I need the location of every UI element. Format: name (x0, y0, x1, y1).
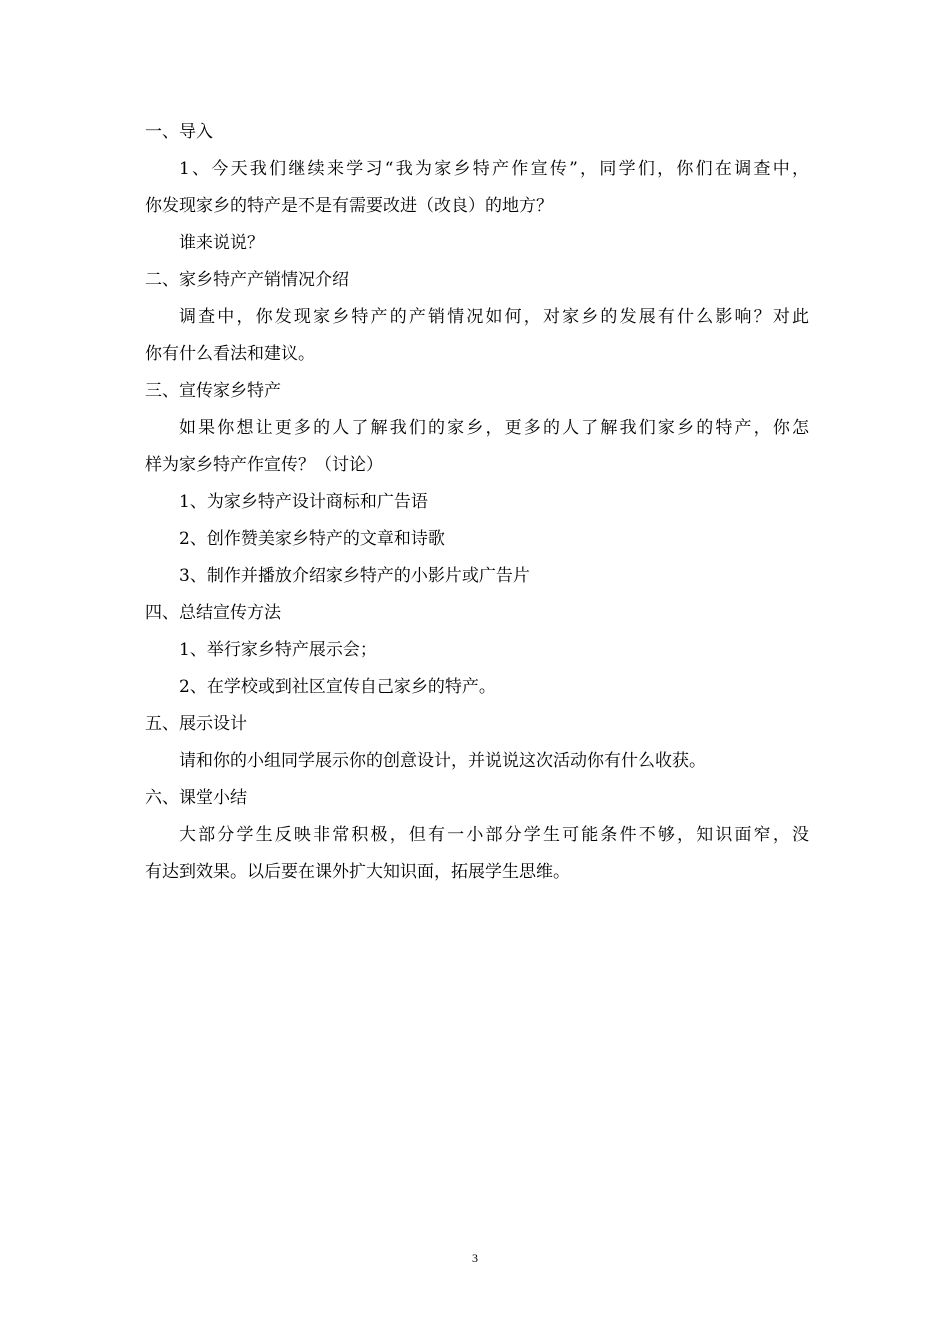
section-heading-intro: 一、导入 (145, 122, 213, 142)
list-item: 2、创作赞美家乡特产的文章和诗歌 (179, 529, 445, 549)
document-body (145, 114, 809, 891)
section-heading-promote: 三、宣传家乡特产 (145, 381, 281, 401)
section-heading-summary: 六、课堂小结 (145, 788, 247, 808)
list-item: 3、制作并播放介绍家乡特产的小影片或广告片 (179, 566, 530, 586)
section-heading-sales: 二、家乡特产产销情况介绍 (145, 270, 349, 290)
paragraph-line: 调查中，你发现家乡特产的产销情况如何，对家乡的发展有什么影响？对此 (179, 307, 809, 327)
paragraph-line: 请和你的小组同学展示你的创意设计，并说说这次活动你有什么收获。 (179, 751, 706, 771)
paragraph-line: 你有什么看法和建议。 (145, 344, 315, 364)
paragraph-line: 1、今天我们继续来学习“我为家乡特产作宣传”，同学们，你们在调查中， (179, 159, 809, 179)
list-item: 1、为家乡特产设计商标和广告语 (179, 492, 428, 512)
list-item: 1、举行家乡特产展示会； (179, 640, 377, 660)
section-heading-display: 五、展示设计 (145, 714, 247, 734)
section-heading-methods: 四、总结宣传方法 (145, 603, 281, 623)
paragraph-line: 如果你想让更多的人了解我们的家乡，更多的人了解我们家乡的特产，你怎 (179, 418, 809, 438)
paragraph-line: 谁来说说？ (179, 233, 264, 253)
paragraph-line: 你发现家乡的特产是不是有需要改进（改良）的地方？ (145, 196, 553, 216)
paragraph-line: 有达到效果。以后要在课外扩大知识面，拓展学生思维。 (145, 862, 570, 882)
paragraph-line: 样为家乡特产作宣传？（讨论） (145, 455, 383, 475)
paragraph-line: 大部分学生反映非常积极，但有一小部分学生可能条件不够，知识面窄，没 (179, 825, 809, 845)
page-number: 3 (472, 1251, 478, 1265)
list-item: 2、在学校或到社区宣传自己家乡的特产。 (179, 677, 496, 697)
